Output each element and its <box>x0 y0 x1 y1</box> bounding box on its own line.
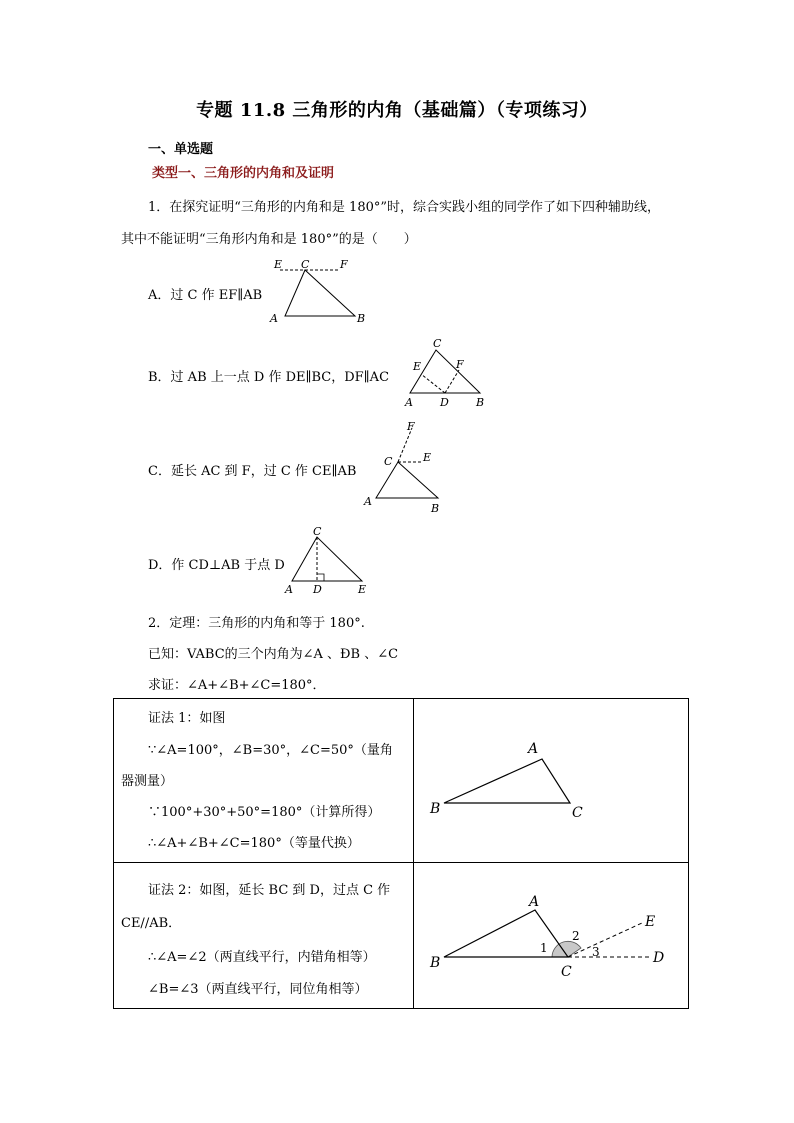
proof1-figure <box>420 735 600 825</box>
proof2-line: CE//AB． <box>121 916 182 931</box>
table-divider <box>413 698 414 1009</box>
option-b-figure <box>398 336 493 410</box>
angle-label: 1 <box>540 941 548 955</box>
point-label: A <box>364 495 372 508</box>
point-label: B <box>476 396 485 409</box>
point-label: B <box>430 801 441 817</box>
page-title: 专题 11.8 三角形的内角（基础篇）（专项练习） <box>196 100 598 121</box>
angle-label: 2 <box>572 929 580 943</box>
type-heading: 类型一、三角形的内角和及证明 <box>152 166 335 181</box>
proof1-line: 证法 1：如图 <box>148 711 226 726</box>
point-label: B <box>431 502 440 515</box>
point-label: C <box>433 337 442 350</box>
point-label: A <box>270 312 278 325</box>
point-label: A <box>528 741 539 757</box>
q2-given: 已知：VABC的三个内角为∠A 、ÐB 、∠C <box>148 647 399 662</box>
point-label: C <box>301 258 310 271</box>
option-c-figure <box>362 418 452 518</box>
point-label: B <box>430 955 441 971</box>
point-label: E <box>423 451 432 464</box>
point-label: D <box>653 950 665 966</box>
point-label: C <box>572 805 583 821</box>
q2-prove: 求证：∠A+∠B+∠C=180°． <box>148 678 326 693</box>
point-label: F <box>407 420 415 433</box>
point-label: C <box>384 455 393 468</box>
angle-label: 3 <box>592 945 600 959</box>
point-label: E <box>413 360 422 373</box>
point-label: C <box>561 964 572 980</box>
proof2-line: ∴∠A=∠2（两直线平行，内错角相等） <box>148 950 376 965</box>
proof2-line: 证法 2：如图，延长 BC 到 D，过点 C 作 <box>148 883 391 898</box>
q2-theorem: 2．定理：三角形的内角和等于 180°. <box>148 616 365 631</box>
point-label: A <box>405 396 413 409</box>
q1-stem-line2: 其中不能证明“三角形内角和是 180°”的是（ ） <box>121 232 417 247</box>
option-d-figure <box>282 523 372 598</box>
point-label: F <box>456 358 464 371</box>
proof1-line: ∵100°+30°+50°=180°（计算所得） <box>148 805 381 820</box>
point-label: B <box>357 312 366 325</box>
point-label: A <box>529 894 540 910</box>
point-label: E <box>645 914 656 930</box>
point-label: A <box>285 583 293 596</box>
point-label: C <box>313 525 322 538</box>
table-divider <box>113 862 689 863</box>
point-label: D <box>440 396 449 409</box>
q1-stem-line1: 1．在探究证明“三角形的内角和是 180°”时，综合实践小组的同学作了如下四种辅助线， <box>148 200 661 215</box>
option-a-figure <box>265 256 375 326</box>
point-label: E <box>274 258 283 271</box>
proof1-line: ∴∠A+∠B+∠C=180°（等量代换） <box>148 836 360 851</box>
proof1-line: 器测量） <box>121 774 174 789</box>
section-heading: 一、单选题 <box>148 142 214 157</box>
point-label: D <box>313 583 322 596</box>
point-label: F <box>340 258 348 271</box>
proof1-line: ∵∠A=100°，∠B=30°，∠C=50°（量角 <box>148 743 393 758</box>
proof2-figure <box>420 890 680 990</box>
option-d-label: D．作 CD⊥AB 于点 D <box>148 558 285 573</box>
option-c-label: C．延长 AC 到 F，过 C 作 CE∥AB <box>148 464 357 479</box>
option-b-label: B．过 AB 上一点 D 作 DE∥BC，DF∥AC <box>148 370 390 385</box>
proof2-line: ∠B=∠3（两直线平行，同位角相等） <box>148 982 368 997</box>
option-a-label: A．过 C 作 EF∥AB <box>148 288 263 303</box>
point-label: E <box>358 583 367 596</box>
